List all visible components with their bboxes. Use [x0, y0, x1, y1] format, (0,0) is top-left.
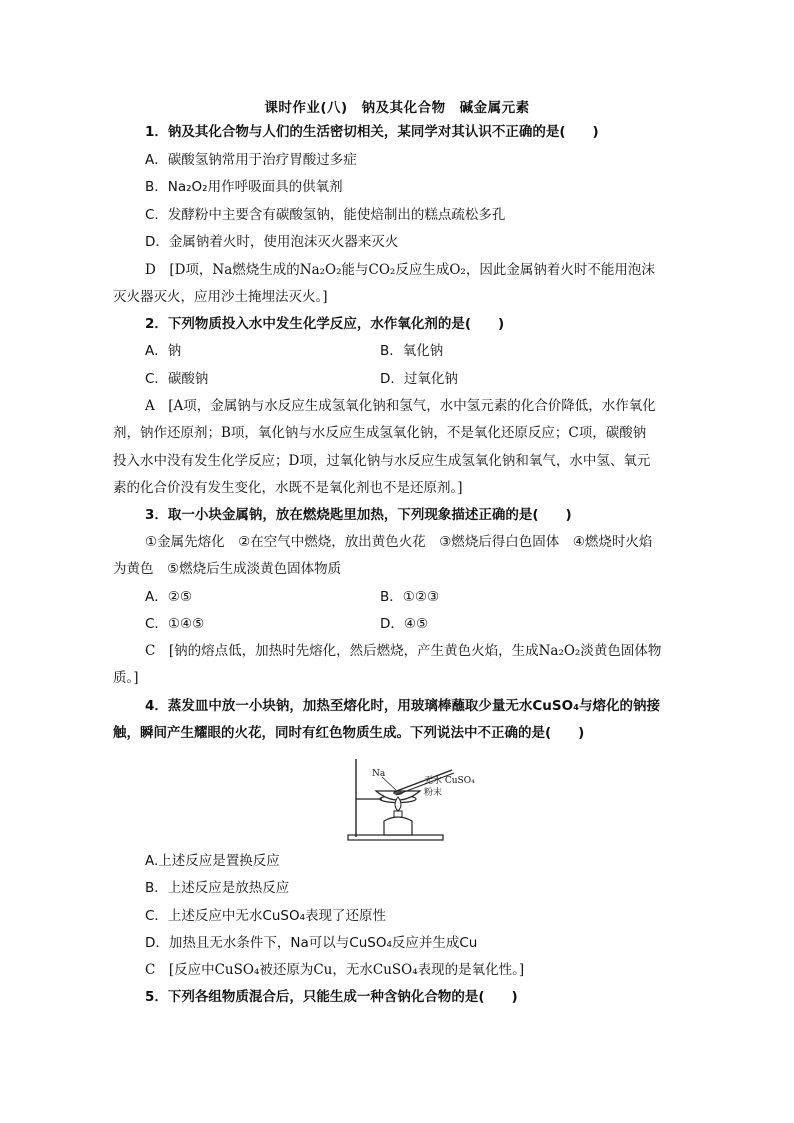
question-3-option-b: B．①②③: [380, 589, 440, 605]
page-title: 课时作业(八) 钠及其化合物 碱金属元素: [264, 100, 530, 116]
question-2-option-c: C．碳酸钠: [145, 371, 209, 387]
question-1-answer-line-1: D [D项，Na燃烧生成的Na₂O₂能与CO₂反应生成O₂，因此金属钠着火时不能用泡沫: [145, 262, 655, 278]
question-1-answer-line-2: 灭火器灭火，应用沙土掩埋法灭火。]: [113, 289, 328, 305]
question-4-option-b: B．上述反应是放热反应: [145, 880, 290, 896]
question-4-answer-line-1: C [反应中CuSO₄被还原为Cu，无水CuSO₄表现的是氧化性。]: [145, 962, 525, 978]
question-1-option-a: A．碳酸氢钠常用于治疗胃酸过多症: [145, 152, 357, 168]
question-4-option-a: A.上述反应是置换反应: [145, 853, 280, 869]
question-4-option-c: C．上述反应中无水CuSO₄表现了还原性: [145, 908, 387, 924]
question-3-option-d: D．④⑤: [380, 616, 429, 632]
question-2-option-a: A．钠: [145, 343, 182, 359]
question-1-option-b: B．Na₂O₂用作呼吸面具的供氧剂: [145, 179, 343, 195]
question-2-option-b: B．氧化钠: [380, 343, 444, 359]
question-3-items-line-2: 为黄色 ⑤燃烧后生成淡黄色固体物质: [113, 561, 342, 577]
question-2-option-d: D．过氧化钠: [380, 371, 458, 387]
question-2-answer-line-1: A [A项，金属钠与水反应生成氢氧化钠和氢气，水中氢元素的化合价降低，水作氧化: [145, 398, 656, 414]
question-3-items-line-1: ①金属先熔化 ②在空气中燃烧，放出黄色火花 ③燃烧后得白色固体 ④燃烧时火焰: [145, 534, 653, 550]
question-3-answer-line-1: C [钠的熔点低，加热时先熔化，然后燃烧，产生黄色火焰，生成Na₂O₂淡黄色固体物: [145, 643, 662, 659]
question-2-answer-line-3: 投入水中没有发生化学反应；D项，过氧化钠与水反应生成氢氧化钠和氧气，水中氢、氧元: [113, 453, 651, 469]
question-1-option-c: C．发酵粉中主要含有碳酸氢钠，能使焙制出的糕点疏松多孔: [145, 207, 506, 223]
question-5-stem: 5．下列各组物质混合后，只能生成一种含钠化合物的是( ): [145, 989, 518, 1005]
apparatus-diagram: [342, 755, 487, 843]
question-2-stem: 2．下列物质投入水中发生化学反应，水作氧化剂的是( ): [145, 316, 505, 332]
question-2-answer-line-4: 素的化合价没有发生变化，水既不是氧化剂也不是还原剂。]: [113, 480, 463, 496]
question-1-option-d: D．金属钠着火时，使用泡沫灭火器来灭火: [145, 234, 399, 250]
question-1-stem: 1．钠及其化合物与人们的生活密切相关，某同学对其认识不正确的是( ): [145, 124, 599, 140]
question-3-option-c: C．①④⑤: [145, 616, 205, 632]
stand-base: [348, 835, 443, 840]
question-3-answer-line-2: 质。]: [113, 670, 139, 686]
question-4-option-d: D．加热且无水条件下，Na可以与CuSO₄反应并生成Cu: [145, 935, 478, 951]
question-4-stem-line-1: 4．蒸发皿中放一小块钠，加热至熔化时，用玻璃棒蘸取少量无水CuSO₄与熔化的钠接: [145, 698, 661, 714]
label-anhydrous-cuso4: 无水 CuSO₄: [424, 776, 475, 786]
alcohol-lamp: [384, 817, 412, 835]
question-3-option-a: A．②⑤: [145, 589, 192, 605]
question-3-stem: 3．取一小块金属钠，放在燃烧匙里加热，下列现象描述正确的是( ): [145, 507, 572, 523]
question-4-stem-line-2: 触，瞬间产生耀眼的火花，同时有红色物质生成。下列说法中不正确的是( ): [113, 725, 585, 741]
question-2-answer-line-2: 剂，钠作还原剂；B项，氧化钠与水反应生成氢氧化钠，不是氧化还原反应；C项，碳酸钠: [113, 425, 647, 441]
apparatus-figure: [342, 755, 487, 843]
label-na: Na: [372, 769, 386, 779]
label-powder: 粉末: [424, 788, 443, 798]
